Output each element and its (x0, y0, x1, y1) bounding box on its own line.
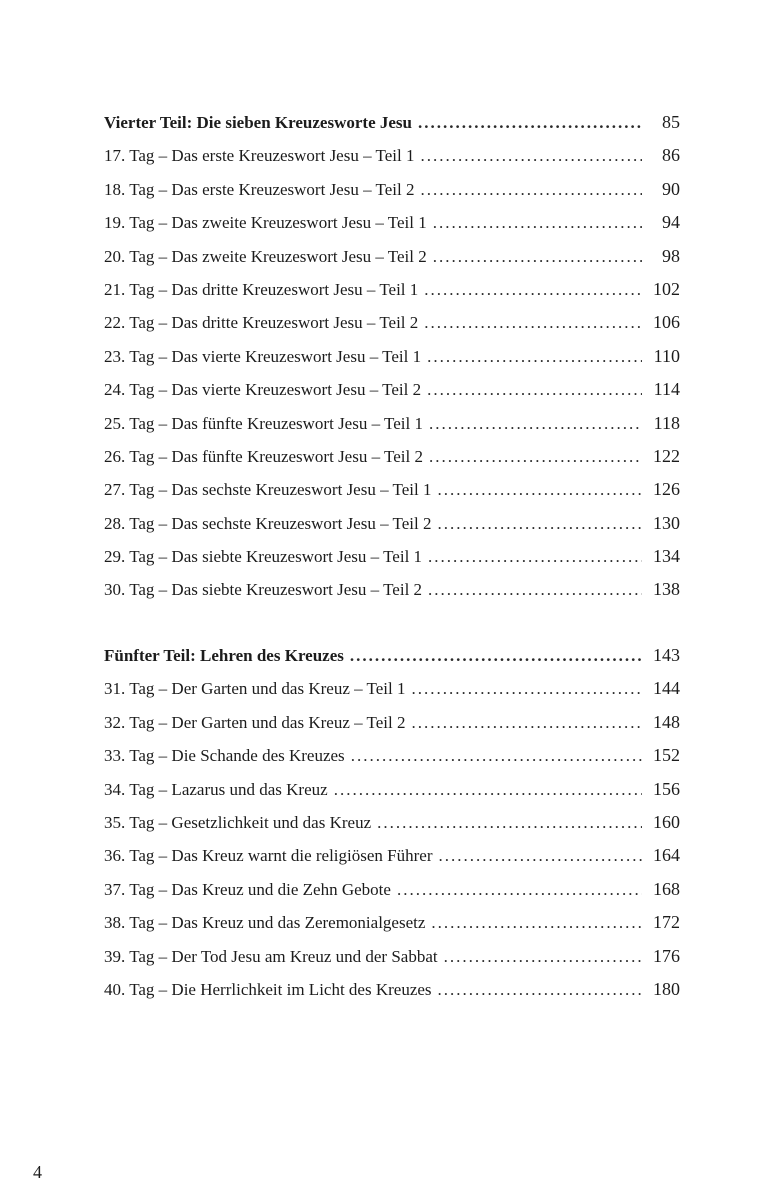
toc-leader-dots (428, 580, 642, 600)
toc-entry-label: 36. Tag – Das Kreuz warnt die religiösen Führer (104, 846, 433, 866)
toc-entry-label: 19. Tag – Das zweite Kreuzeswort Jesu – Teil 1 (104, 213, 427, 233)
toc-leader-dots (428, 547, 642, 567)
toc-entry-label: 27. Tag – Das sechste Kreuzeswort Jesu – Teil 1 (104, 480, 432, 500)
toc-leader-dots (431, 913, 642, 933)
toc-leader-dots (412, 713, 643, 733)
toc-leader-dots (420, 180, 642, 200)
toc-entry-label: 18. Tag – Das erste Kreuzeswort Jesu – Teil 2 (104, 179, 415, 199)
toc-entry (104, 779, 680, 812)
toc-leader-dots (429, 447, 642, 467)
toc-leader-dots (433, 247, 642, 267)
toc-entry (104, 312, 680, 345)
toc-entry (104, 212, 680, 245)
toc-entry-page: 126 (653, 479, 680, 500)
toc-entry (104, 579, 680, 612)
toc-entry-page: 122 (653, 445, 680, 466)
toc-entry-page: 118 (653, 412, 680, 433)
toc-leader-dots (424, 313, 642, 333)
toc-entry (104, 446, 680, 479)
toc-entry (104, 279, 680, 312)
toc-entry-page: 98 (662, 245, 680, 266)
toc-entry-label: 29. Tag – Das siebte Kreuzeswort Jesu – Teil 1 (104, 547, 423, 567)
toc-entry-page: 114 (653, 379, 680, 400)
toc-entry (104, 712, 680, 745)
toc-entry-label: 38. Tag – Das Kreuz und das Zeremonialgesetz (104, 913, 426, 933)
toc-section-part-5 (104, 645, 680, 1012)
toc-entry-label: 22. Tag – Das dritte Kreuzeswort Jesu – Teil 2 (104, 313, 419, 333)
toc-entry-page: 164 (653, 845, 680, 866)
toc-leader-dots (439, 846, 643, 866)
toc-entry-label: 26. Tag – Das fünfte Kreuzeswort Jesu – Teil 2 (104, 446, 423, 466)
toc-entry-label: 28. Tag – Das sechste Kreuzeswort Jesu – Teil 2 (104, 513, 432, 533)
toc-entry-label: 30. Tag – Das siebte Kreuzeswort Jesu – Teil 2 (104, 580, 423, 600)
page-number: 4 (33, 1162, 42, 1182)
toc-entry (104, 979, 680, 1012)
toc-entry-label: 23. Tag – Das vierte Kreuzeswort Jesu – Teil 1 (104, 346, 422, 366)
toc-entry (104, 513, 680, 546)
toc-entry-page: 152 (653, 745, 680, 766)
toc-entry-page: 90 (662, 178, 680, 199)
toc-entry (104, 745, 680, 778)
toc-leader-dots (418, 113, 642, 133)
toc-entry-page: 176 (653, 945, 680, 966)
toc-entry-label: 32. Tag – Der Garten und das Kreuz – Teil 2 (104, 712, 406, 732)
toc-entry-page: 160 (653, 811, 680, 832)
toc-entry-page: 106 (653, 312, 680, 333)
toc-section-heading (104, 112, 680, 145)
toc-leader-dots (437, 480, 642, 500)
toc-entry-label: 34. Tag – Lazarus und das Kreuz (104, 779, 328, 799)
toc-leader-dots (429, 414, 642, 434)
toc-heading-label: Vierter Teil: Die sieben Kreuzesworte Jesu (104, 113, 412, 132)
toc-leader-dots (397, 880, 642, 900)
toc-entry (104, 812, 680, 845)
toc-leader-dots (351, 746, 642, 766)
toc-leader-dots (438, 980, 642, 1000)
toc-entry (104, 546, 680, 579)
toc-entry (104, 145, 680, 178)
toc-leader-dots (412, 679, 643, 699)
toc-entry-page: 172 (653, 912, 680, 933)
toc-heading-label: Fünfter Teil: Lehren des Kreuzes (104, 646, 344, 665)
toc-entry-page: 102 (653, 278, 680, 299)
toc-leader-dots (427, 347, 642, 367)
toc-entry-label: 25. Tag – Das fünfte Kreuzeswort Jesu – Teil 1 (104, 413, 423, 433)
toc-entry-page: 130 (653, 512, 680, 533)
toc-leader-dots (377, 813, 642, 833)
toc-entry-page: 168 (653, 878, 680, 899)
toc-leader-dots (334, 780, 642, 800)
toc-leader-dots (420, 146, 642, 166)
toc-entry-label: 17. Tag – Das erste Kreuzeswort Jesu – Teil 1 (104, 146, 415, 166)
toc-leader-dots (350, 646, 642, 666)
toc-entry (104, 678, 680, 711)
toc-entry (104, 879, 680, 912)
toc-entry (104, 379, 680, 412)
toc-entry-label: 31. Tag – Der Garten und das Kreuz – Teil 1 (104, 679, 406, 699)
toc-section-part-4 (104, 112, 680, 613)
toc-section-heading (104, 645, 680, 678)
toc-entry-page: 110 (653, 345, 680, 366)
toc-entry-label: 21. Tag – Das dritte Kreuzeswort Jesu – Teil 1 (104, 279, 419, 299)
toc-leader-dots (437, 514, 642, 534)
toc-heading-page: 85 (662, 112, 680, 132)
toc-entry-label: 24. Tag – Das vierte Kreuzeswort Jesu – Teil 2 (104, 380, 422, 400)
toc-leader-dots (444, 947, 642, 967)
toc-entry-page: 94 (662, 212, 680, 233)
toc-entry-page: 138 (653, 579, 680, 600)
toc-entry-label: 40. Tag – Die Herrlichkeit im Licht des Kreuzes (104, 979, 432, 999)
toc-heading-page: 143 (653, 645, 680, 665)
toc-entry (104, 946, 680, 979)
toc-entry-page: 148 (653, 711, 680, 732)
toc-entry-page: 86 (662, 145, 680, 166)
toc-entry-label: 35. Tag – Gesetzlichkeit und das Kreuz (104, 812, 372, 832)
toc-entry (104, 413, 680, 446)
toc-leader-dots (427, 380, 642, 400)
toc-leader-dots (433, 213, 642, 233)
toc-entry-page: 144 (653, 678, 680, 699)
toc-entry-page: 156 (653, 778, 680, 799)
toc-leader-dots (424, 280, 642, 300)
toc-entry (104, 179, 680, 212)
toc-entry (104, 479, 680, 512)
toc-entry (104, 845, 680, 878)
toc-entry-label: 37. Tag – Das Kreuz und die Zehn Gebote (104, 879, 391, 899)
toc-entry (104, 912, 680, 945)
toc-entry-label: 39. Tag – Der Tod Jesu am Kreuz und der Sabbat (104, 946, 438, 966)
toc-entry (104, 346, 680, 379)
toc-entry-page: 180 (653, 978, 680, 999)
toc-entry-label: 33. Tag – Die Schande des Kreuzes (104, 746, 345, 766)
toc-entry (104, 246, 680, 279)
toc-entry-label: 20. Tag – Das zweite Kreuzeswort Jesu – Teil 2 (104, 246, 427, 266)
toc-entry-page: 134 (653, 546, 680, 567)
